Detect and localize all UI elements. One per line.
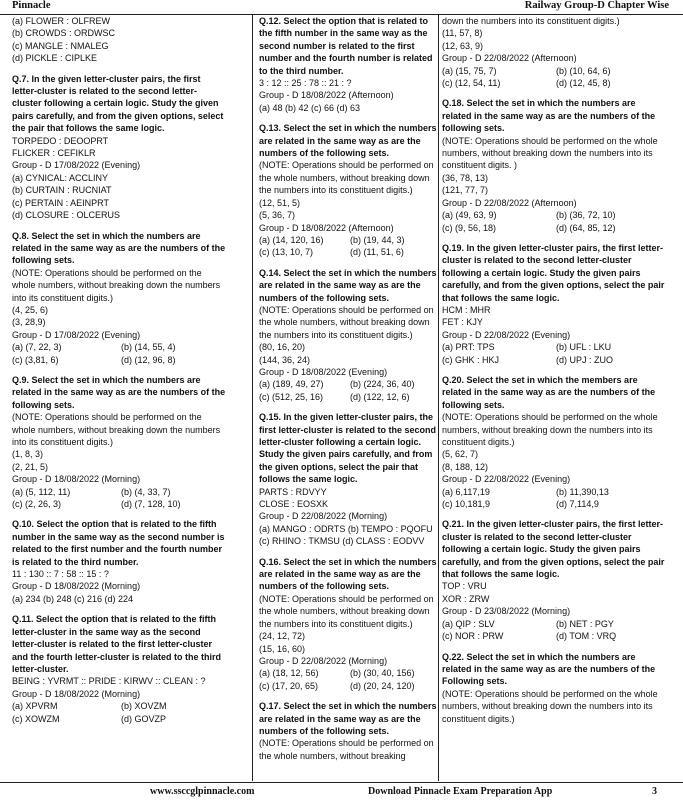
header-title: Railway Group-D Chapter Wise bbox=[524, 0, 669, 11]
option-text: (d) (20, 24, 120) bbox=[350, 680, 415, 691]
option-text: (d) UPJ : ZUO bbox=[556, 354, 614, 365]
footer-app-promo: Download Pinnacle Exam Preparation App bbox=[368, 786, 553, 797]
option-text: (a) (5, 112, 11) bbox=[12, 486, 71, 497]
line-text: (11, 57, 8) bbox=[442, 28, 483, 39]
line-text: Group - D 22/08/2022 (Morning) bbox=[259, 655, 388, 666]
question-text: Q.21. In the given letter-cluster pairs, the first letter-cluster is related to the second letter-cluster following a certain logic. Study the given pairs carefully, and from the given options, select the pair that follows the same logic. bbox=[442, 519, 665, 580]
option-text: (d) GOVZP bbox=[121, 713, 167, 724]
line-text: (NOTE: Operations should be performed on the whole numbers, without breaking down the numbers into its constituent digits.) bbox=[259, 304, 434, 340]
line-text: (c) PERTAIN : AEINPRT bbox=[12, 197, 110, 208]
line-text: (a) 234 (b) 248 (c) 216 (d) 224 bbox=[12, 593, 134, 604]
question-text: Q.19. In the given letter-cluster pairs, the first letter-cluster is related to the second letter-cluster following a certain logic. Study the given pairs carefully, and from the given options, select the pair that follows the same logic. bbox=[442, 242, 665, 303]
column-1 bbox=[12, 15, 226, 781]
line-text: (144, 36, 24) bbox=[259, 354, 311, 365]
line-text: Group - D 18/08/2022 (Morning) bbox=[12, 474, 141, 485]
line-text: Group - D 22/08/2022 (Morning) bbox=[259, 511, 388, 522]
line-text: XOR : ZRW bbox=[442, 593, 490, 604]
option-text: (b) (4, 33, 7) bbox=[121, 486, 171, 497]
line-text: FET : KJY bbox=[442, 317, 483, 328]
option-grid bbox=[442, 209, 666, 234]
option-text: (a) 6,117,19 bbox=[442, 486, 490, 497]
question-text: Q.20. Select the set in which the members are related in the same way as are the numbers of the following sets. bbox=[442, 374, 656, 410]
line-text: (1, 8, 3) bbox=[12, 449, 44, 460]
option-text: (d) (12, 96, 8) bbox=[121, 354, 176, 365]
line-text: 3 : 12 :: 25 : 78 :: 21 : ? bbox=[259, 78, 352, 89]
option-text: (c) NOR : PRW bbox=[442, 631, 504, 642]
option-grid bbox=[12, 700, 226, 725]
header-brand: Pinnacle bbox=[12, 0, 51, 11]
line-text: PARTS : RDVYY bbox=[259, 486, 327, 497]
line-text: (a) MANGO : ODRTS (b) TEMPO : PQOFU bbox=[259, 523, 433, 534]
line-text: (a) 48 (b) 42 (c) 66 (d) 63 bbox=[259, 102, 361, 113]
line-text: (36, 78, 13) bbox=[442, 172, 489, 183]
question-text: Q.9. Select the set in which the numbers are related in the same way as are the numbers of the following sets. bbox=[12, 374, 226, 410]
option-text: (a) PRT: TPS bbox=[442, 342, 495, 353]
question-text: Q.15. In the given letter-cluster pairs, the first letter-cluster is related to the second letter-cluster following a certain logic. Study the given pairs carefully, and from the given options, select the pair that follows the same logic. bbox=[259, 412, 437, 485]
question-text: Q.11. Select the option that is related to the fifth letter-cluster in the same way as the second letter-cluster is related to the first letter-cluster and the fourth letter-cluster is related to the third letter-cluster. bbox=[12, 614, 222, 674]
option-text: (d) (11, 51, 6) bbox=[350, 247, 404, 258]
option-text: (b) (19, 44, 3) bbox=[350, 234, 405, 245]
option-text: (d) TOM : VRQ bbox=[556, 631, 617, 642]
line-text: Group - D 22/08/2022 (Evening) bbox=[442, 329, 571, 340]
question-text: Q.8. Select the set in which the numbers are related in the same way as are the numbers of the following sets. bbox=[12, 230, 226, 266]
line-text: 11 : 130 :: 7 : 58 :: 15 : ? bbox=[12, 569, 109, 580]
option-grid bbox=[442, 65, 666, 90]
line-text: Group - D 18/08/2022 (Evening) bbox=[259, 366, 388, 377]
line-text: (a) CYNICAL: ACCLINY bbox=[12, 172, 109, 183]
line-text: (c) RHINO : TKMSU (d) CLASS : EODVV bbox=[259, 536, 425, 547]
option-text: (c) (13, 10, 7) bbox=[259, 247, 314, 258]
question-text: Q.17. Select the set in which the numbers are related in the same way as are the numbers of the following sets. bbox=[259, 701, 437, 736]
option-text: (b) (10, 64, 6) bbox=[556, 65, 611, 76]
footer-website: www.ssccglpinnacle.com bbox=[150, 786, 255, 797]
option-text: (b) NET : PGY bbox=[556, 618, 614, 629]
column-divider bbox=[252, 15, 253, 781]
option-text: (c) (3,81, 6) bbox=[12, 354, 59, 365]
line-text: Group - D 17/08/2022 (Evening) bbox=[12, 160, 141, 171]
line-text: Group - D 18/08/2022 (Morning) bbox=[12, 581, 141, 592]
option-text: (c) (2, 26, 3) bbox=[12, 499, 62, 510]
option-grid bbox=[259, 378, 437, 403]
option-text: (b) (30, 40, 156) bbox=[350, 668, 415, 679]
option-text: (d) (122, 12, 6) bbox=[350, 391, 410, 402]
option-grid bbox=[442, 618, 666, 643]
option-text: (a) (7, 22, 3) bbox=[12, 342, 62, 353]
option-grid bbox=[259, 234, 437, 259]
line-text: Group - D 22/08/2022 (Afternoon) bbox=[442, 53, 577, 64]
line-text: (b) CURTAIN : RUCNIAT bbox=[12, 185, 112, 196]
page-footer bbox=[0, 782, 683, 801]
page-header bbox=[0, 0, 683, 15]
line-text: (c) MANGLE : NMALEG bbox=[12, 40, 109, 51]
line-text: (3, 28,9) bbox=[12, 317, 46, 328]
option-text: (b) (36, 72, 10) bbox=[556, 210, 616, 221]
column-divider bbox=[438, 15, 439, 781]
column-2 bbox=[259, 15, 437, 781]
line-text: (8, 188, 12) bbox=[442, 461, 489, 472]
line-text: FLICKER : CEFIKLR bbox=[12, 148, 96, 159]
option-text: (c) (12, 54, 11) bbox=[442, 78, 501, 89]
option-text: (c) (17, 20, 65) bbox=[259, 680, 319, 691]
line-text: TORPEDO : DEOOPRT bbox=[12, 135, 109, 146]
line-text: HCM : MHR bbox=[442, 304, 491, 315]
line-text: (12, 51, 5) bbox=[259, 197, 301, 208]
line-text: (NOTE: Operations should be performed on the whole numbers, without breaking down the numbers into its constituent digits.) bbox=[442, 412, 658, 447]
option-text: (a) (49, 63, 9) bbox=[442, 210, 497, 221]
option-text: (c) 10,181,9 bbox=[442, 499, 491, 510]
option-text: (c) XOWZM bbox=[12, 713, 60, 724]
line-text: (NOTE: Operations should be performed on the whole numbers, without breaking down the numbers into its constituent digits.) bbox=[442, 688, 658, 724]
option-text: (b) XOVZM bbox=[121, 701, 167, 712]
line-text: (80, 16, 20) bbox=[259, 342, 306, 353]
question-text: Q.13. Select the set in which the numbers are related in the same way as are the numbers of the following sets. bbox=[259, 123, 437, 159]
option-text: (c) (9, 56, 18) bbox=[442, 222, 497, 233]
line-text: (NOTE: Operations should be performed on the whole numbers, without breaking down the numbers into its constituent digits.) bbox=[259, 593, 434, 629]
line-text: (d) CLOSURE : OLCERUS bbox=[12, 210, 121, 221]
option-grid bbox=[12, 486, 226, 511]
line-text: (d) PICKLE : CIPLKE bbox=[12, 53, 98, 64]
question-text: Q.10. Select the option that is related to the fifth number in the same way as the second number is related to the first number and the fourth number is related to the third number. bbox=[12, 519, 225, 567]
option-grid bbox=[12, 341, 226, 366]
option-text: (a) (15, 75, 7) bbox=[442, 65, 497, 76]
line-text: (NOTE: Operations should be performed on the whole numbers, without breaking down the numbers into its constituent digits.) bbox=[12, 267, 221, 303]
question-text: Q.7. In the given letter-cluster pairs, the first letter-cluster is related to the second letter-cluster following a certain logic. Study the given pairs carefully, and from the given options, select the pair that follows the same logic. bbox=[12, 73, 224, 134]
line-text: (a) FLOWER : OLFREW bbox=[12, 16, 111, 26]
option-text: (b) (224, 36, 40) bbox=[350, 379, 415, 390]
line-text: (24, 12, 72) bbox=[259, 631, 306, 642]
line-text: Group - D 18/08/2022 (Afternoon) bbox=[259, 90, 394, 101]
line-text: Group - D 23/08/2022 (Morning) bbox=[442, 606, 571, 617]
option-text: (b) 11,390,13 bbox=[556, 486, 609, 497]
option-text: (b) (14, 55, 4) bbox=[121, 342, 176, 353]
question-text: Q.14. Select the set in which the numbers are related in the same way as are the numbers of the following sets. bbox=[259, 267, 437, 303]
option-text: (c) GHK : HKJ bbox=[442, 354, 500, 365]
column-3 bbox=[442, 15, 666, 781]
line-text: (5, 36, 7) bbox=[259, 210, 296, 221]
option-text: (a) (189, 49, 27) bbox=[259, 379, 324, 390]
line-text: Group - D 22/08/2022 (Evening) bbox=[442, 474, 571, 485]
page-number: 3 bbox=[652, 786, 657, 797]
option-text: (a) (18, 12, 56) bbox=[259, 668, 319, 679]
option-text: (c) (512, 25, 16) bbox=[259, 391, 324, 402]
option-grid bbox=[442, 486, 666, 511]
option-grid bbox=[259, 667, 437, 692]
line-text: (NOTE: Operations should be performed on the whole numbers, without breaking down the numbers into its constituent digits.) bbox=[259, 160, 434, 196]
option-text: (d) (64, 85, 12) bbox=[556, 222, 616, 233]
line-text: (12, 63, 9) bbox=[442, 40, 484, 51]
option-text: (a) QIP : SLV bbox=[442, 618, 495, 629]
line-text: Group - D 18/08/2022 (Afternoon) bbox=[259, 222, 394, 233]
line-text: (4, 25, 6) bbox=[12, 304, 49, 315]
line-text: (NOTE: Operations should be performed on the whole numbers, without breaking down the numbers into its constituent digits.) bbox=[12, 412, 221, 447]
question-text: Q.12. Select the option that is related to the fifth number in the same way as the second number is related to the first number and the fourth number is related to the third number. bbox=[259, 16, 433, 76]
line-text: BEING : YVRMT :: PRIDE : KIRWV :: CLEAN : ? bbox=[12, 676, 206, 687]
line-text: Group - D 22/08/2022 (Afternoon) bbox=[442, 197, 577, 208]
option-text: (b) UFL : LKU bbox=[556, 342, 612, 353]
line-text: Group - D 18/08/2022 (Morning) bbox=[12, 688, 141, 699]
line-text: (b) CROWDS : ORDWSC bbox=[12, 28, 115, 39]
line-text: (121, 77, 7) bbox=[442, 185, 489, 196]
line-text: down the numbers into its constituent digits.) bbox=[442, 16, 620, 26]
question-text: Q.18. Select the set in which the numbers are related in the same way as are the numbers of the following sets. bbox=[442, 98, 656, 134]
option-text: (d) (12, 45, 8) bbox=[556, 78, 611, 89]
line-text: Group - D 17/08/2022 (Evening) bbox=[12, 329, 141, 340]
line-text: TOP : VRU bbox=[442, 581, 487, 592]
line-text: (NOTE: Operations should be performed on the whole numbers, without breaking down the numbers into its constituent digits. ) bbox=[442, 135, 658, 171]
line-text: (15, 16, 60) bbox=[259, 643, 306, 654]
line-text: (2, 21, 5) bbox=[12, 461, 49, 472]
question-text: Q.22. Select the set in which the numbers are related in the same way as are the numbers of the Following sets. bbox=[442, 651, 656, 687]
option-text: (a) (14, 120, 16) bbox=[259, 234, 324, 245]
option-grid bbox=[442, 341, 666, 366]
option-text: (d) (7, 128, 10) bbox=[121, 499, 181, 510]
option-text: (a) XPVRM bbox=[12, 701, 58, 712]
question-text: Q.16. Select the set in which the numbers are related in the same way as are the numbers of the following sets. bbox=[259, 556, 437, 592]
line-text: (5, 62, 7) bbox=[442, 449, 479, 460]
line-text: (NOTE: Operations should be performed on the whole numbers, without breaking bbox=[259, 738, 434, 761]
line-text: CLOSE : EOSXK bbox=[259, 499, 329, 510]
option-text: (d) 7,114,9 bbox=[556, 499, 599, 510]
